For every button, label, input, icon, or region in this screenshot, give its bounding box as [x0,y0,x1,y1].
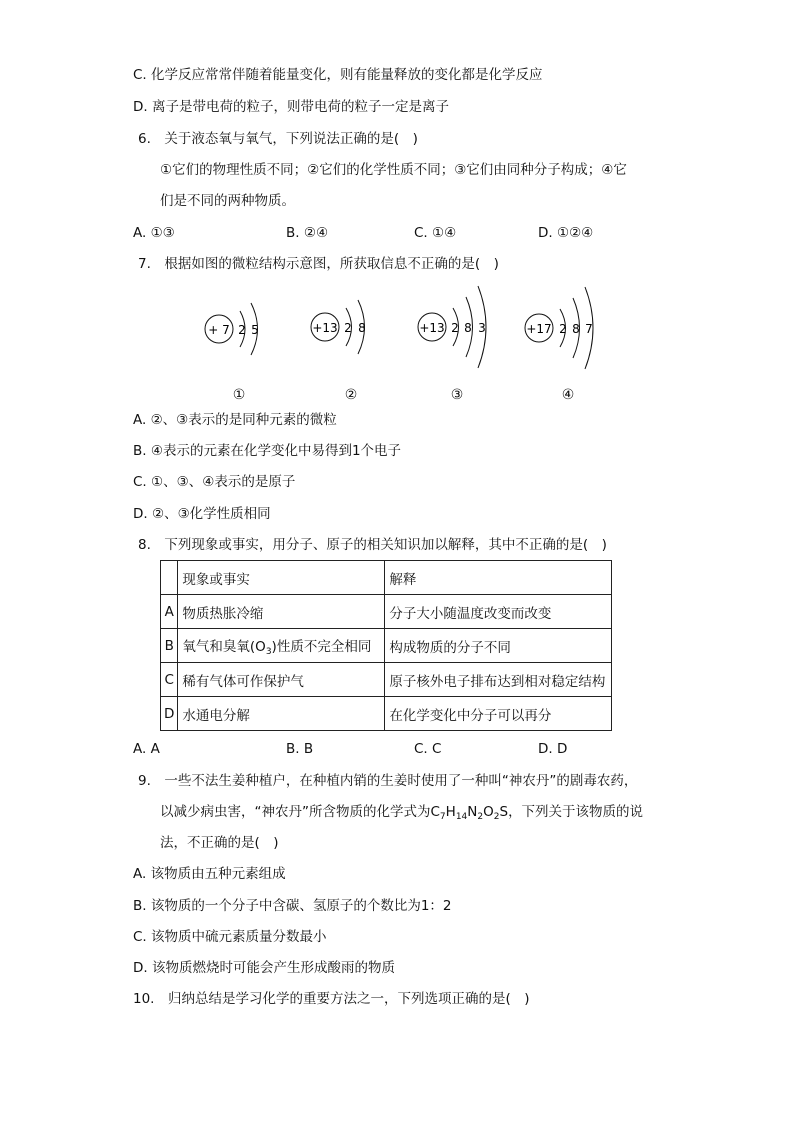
fact-cell [178,629,385,663]
q7-option-a: A. ②、③表示的是同种元素的微粒 [133,412,337,428]
shell-electron-count: 5 [251,323,259,337]
q9-text: ，下列关于该物质的说 [508,804,644,820]
q9-option-a: A. 该物质由五种元素组成 [133,866,286,882]
explain-cell: 原子核外电子排布达到相对稳定结构 [385,663,612,697]
atom-structure-diagram-1 [200,280,310,380]
table-row [161,595,612,629]
shell-electron-count: 8 [358,321,366,335]
shell-electron-count: 3 [478,321,486,335]
atom-structure-diagram-2 [308,280,418,380]
q7-option-b: B. ④表示的元素在化学变化中易得到1个电子 [133,443,402,459]
explain-cell: 在化学变化中分子可以再分 [385,697,612,731]
q9-option-b: B. 该物质的一个分子中含碳、氢原子的个数比为1：2 [133,898,452,914]
atom-structure-diagram-4 [522,280,632,380]
shell-electron-count: 7 [585,322,593,336]
formula-element: O [483,804,494,820]
q7-option-c: C. ①、③、④表示的是原子 [133,474,296,490]
fact-cell: 物质热胀冷缩 [178,595,385,629]
shell-electron-count: 2 [559,322,567,336]
q8-option-d: D. D [538,741,568,757]
nucleus-charge: + 7 [208,323,230,337]
atom-diagram-4-svg [522,280,632,384]
formula-subscript: 7 [439,812,446,822]
q9-stem-line2 [160,803,643,826]
formula-subscript: 2 [493,812,500,822]
table-header-cell: 解释 [385,561,612,595]
q5-option-c: C. 化学反应常常伴随着能量变化，则有能量释放的变化都是化学反应 [133,67,543,83]
q8-table [160,560,612,731]
formula-element: H [445,804,456,820]
q9-stem-line1: 9. 一些不法生姜种植户，在种植内销的生姜时使用了一种叫“神农丹”的剧毒农药， [138,773,638,789]
nucleus-charge: +13 [312,321,338,335]
q6-statement-line1: ①它们的物理性质不同；②它们的化学性质不同；③它们由同种分子构成；④它 [160,162,627,178]
q9-stem-line3: 法，不正确的是( ) [160,835,279,851]
table-row [161,629,612,663]
shell-electron-count: 8 [464,321,472,335]
q5-option-d: D. 离子是带电荷的粒子，则带电荷的粒子一定是离子 [133,99,449,115]
q10-stem: 10. 归纳总结是学习化学的重要方法之一，下列选项正确的是( ) [133,991,530,1007]
explain-cell: 分子大小随温度改变而改变 [385,595,612,629]
shell-electron-count: 2 [238,323,246,337]
formula-element: S [499,804,509,820]
q8-option-a: A. A [133,741,160,757]
q6-statement-line2: 们是不同的两种物质。 [160,193,295,209]
fact-text: 氧气和臭氧(O [182,638,266,655]
atom-diagram-1-label: ① [232,387,246,403]
q9-option-d: D. 该物质燃烧时可能会产生形成酸雨的物质 [133,960,395,976]
nucleus-charge: +17 [526,322,552,336]
q6-stem: 6. 关于液态氧与氧气，下列说法正确的是( ) [138,131,418,147]
q8-stem: 8. 下列现象或事实，用分子、原子的相关知识加以解释，其中不正确的是( ) [138,537,607,553]
nucleus-charge: +13 [419,321,445,335]
q9-text: 以减少病虫害，“神农丹”所含物质的化学式为C [160,804,440,820]
table-header-cell [161,561,178,595]
q7-stem: 7. 根据如图的微粒结构示意图，所获取信息不正确的是( ) [138,256,499,272]
q6-option-d: D. ①②④ [538,225,594,241]
formula-subscript: 14 [455,812,468,822]
atom-diagram-3-label: ③ [450,387,464,403]
q6-option-a: A. ①③ [133,225,175,241]
atom-diagram-4-label: ④ [561,387,575,403]
fact-cell: 稀有气体可作保护气 [178,663,385,697]
q9-option-c: C. 该物质中硫元素质量分数最小 [133,929,327,945]
atom-structure-diagram-3 [415,278,525,378]
row-label: C [161,663,178,697]
shell-electron-count: 8 [572,322,580,336]
fact-subscript: 3 [265,646,272,657]
shell-electron-count: 2 [451,321,459,335]
table-row [161,697,612,731]
formula-element: N [467,804,478,820]
q7-option-d: D. ②、③化学性质相同 [133,506,271,522]
atom-diagram-1-svg [200,280,310,380]
table-header-row [161,561,612,595]
q6-option-b: B. ②④ [286,225,329,241]
q8-option-b: B. B [286,741,314,757]
row-label: A [161,595,178,629]
explain-cell: 构成物质的分子不同 [385,629,612,663]
shell-electron-count: 2 [344,321,352,335]
table-row [161,663,612,697]
q6-option-c: C. ①④ [414,225,457,241]
formula-subscript: 2 [477,812,484,822]
fact-cell: 水通电分解 [178,697,385,731]
atom-diagram-2-label: ② [344,387,358,403]
atom-diagram-2-svg [308,280,418,380]
atom-diagram-3-svg [415,278,525,382]
table-header-cell: 现象或事实 [178,561,385,595]
row-label: D [161,697,178,731]
row-label: B [161,629,178,663]
fact-text: )性质不完全相同 [271,638,372,655]
q8-option-c: C. C [414,741,442,757]
